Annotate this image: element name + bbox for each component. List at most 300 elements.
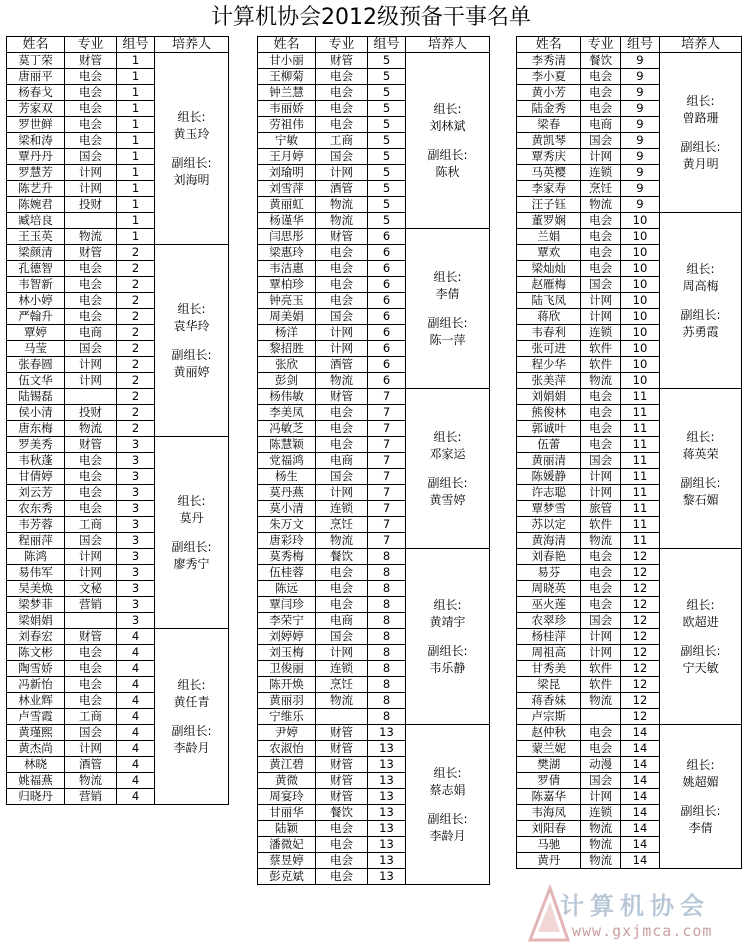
member-group: 4 <box>117 709 155 725</box>
leader-name: 蒋英荣 <box>682 446 719 461</box>
member-group: 12 <box>620 661 659 677</box>
member-major: 软件 <box>581 341 620 357</box>
member-group: 10 <box>620 277 659 293</box>
member-name: 严翰升 <box>7 309 65 325</box>
member-name: 陈开焕 <box>258 677 316 693</box>
member-major: 物流 <box>581 821 620 837</box>
member-name: 陈艺升 <box>7 181 65 197</box>
member-name: 梁和涛 <box>7 133 65 149</box>
member-major: 电会 <box>316 437 368 453</box>
member-group: 2 <box>117 405 155 421</box>
member-name: 臧培良 <box>7 213 65 229</box>
member-major <box>65 389 117 405</box>
vice-leader-label: 副组长: <box>680 307 721 322</box>
member-major: 计网 <box>316 341 368 357</box>
member-name: 陈远 <box>258 581 316 597</box>
member-group: 8 <box>368 629 406 645</box>
member-group: 6 <box>368 277 406 293</box>
member-name: 王玉英 <box>7 229 65 245</box>
member-group: 4 <box>117 677 155 693</box>
member-name: 梁灿灿 <box>517 261 581 277</box>
member-group: 13 <box>368 725 406 741</box>
member-group: 6 <box>368 325 406 341</box>
leader-name: 黄靖宇 <box>429 614 466 629</box>
member-name: 马莹 <box>7 341 65 357</box>
member-group: 5 <box>368 133 406 149</box>
leader-label: 组长: <box>177 493 206 508</box>
mentor-cell <box>406 725 490 885</box>
member-name: 梁梦菲 <box>7 597 65 613</box>
member-major: 工商 <box>65 709 117 725</box>
member-major: 计网 <box>581 629 620 645</box>
member-group: 9 <box>620 85 659 101</box>
member-group: 2 <box>117 389 155 405</box>
member-group: 3 <box>117 597 155 613</box>
table-row <box>517 549 742 565</box>
member-major: 电会 <box>581 421 620 437</box>
member-group: 4 <box>117 645 155 661</box>
roster-block-2 <box>257 36 490 885</box>
member-major: 工商 <box>65 517 117 533</box>
member-name: 杨伟敏 <box>258 389 316 405</box>
mentor-cell <box>660 213 742 389</box>
member-group: 3 <box>117 613 155 629</box>
member-group: 4 <box>117 725 155 741</box>
member-group: 13 <box>368 853 406 869</box>
member-major: 电会 <box>65 661 117 677</box>
mentor-cell <box>406 549 490 725</box>
member-name: 蒋欣 <box>517 309 581 325</box>
table-row <box>258 725 490 741</box>
member-name: 黄丽虹 <box>258 197 316 213</box>
leader-name: 周高梅 <box>682 278 719 293</box>
member-major: 软件 <box>581 517 620 533</box>
member-name: 党福鸿 <box>258 453 316 469</box>
member-name: 苏以定 <box>517 517 581 533</box>
member-major: 物流 <box>65 421 117 437</box>
member-major: 财管 <box>316 229 368 245</box>
member-group: 6 <box>368 245 406 261</box>
member-group: 14 <box>620 789 659 805</box>
member-group: 5 <box>368 101 406 117</box>
watermark-title: 计算机协会 <box>560 891 710 920</box>
member-name: 潘微妃 <box>258 837 316 853</box>
member-name: 熊俊林 <box>517 405 581 421</box>
member-major <box>65 213 117 229</box>
member-major: 电会 <box>316 853 368 869</box>
member-major: 物流 <box>65 229 117 245</box>
member-name: 张春圆 <box>7 357 65 373</box>
member-group: 2 <box>117 357 155 373</box>
member-major: 财管 <box>316 789 368 805</box>
member-name: 林业辉 <box>7 693 65 709</box>
member-major: 电会 <box>316 869 368 885</box>
vice-leader-label: 副组长: <box>171 155 212 170</box>
member-group: 10 <box>620 293 659 309</box>
spacer <box>406 631 489 643</box>
spacer <box>660 631 741 643</box>
column-header-name: 姓名 <box>258 37 316 53</box>
member-name: 陆飞凤 <box>517 293 581 309</box>
vice-leader-label: 副组长: <box>171 539 212 554</box>
member-major: 计网 <box>581 293 620 309</box>
member-group: 2 <box>117 261 155 277</box>
member-name: 蒙兰妮 <box>517 741 581 757</box>
member-major: 财管 <box>316 53 368 69</box>
member-major: 国会 <box>65 341 117 357</box>
member-name: 罗世鲜 <box>7 117 65 133</box>
member-major: 连锁 <box>581 325 620 341</box>
leader-label: 组长: <box>177 301 206 316</box>
member-name: 刘玉梅 <box>258 645 316 661</box>
mentor-cell <box>155 245 229 437</box>
member-group: 3 <box>117 453 155 469</box>
column-header-mentor: 培养人 <box>406 37 490 53</box>
table-row <box>258 389 490 405</box>
member-major: 电会 <box>581 437 620 453</box>
vice-leader-name: 黎石媚 <box>682 492 719 507</box>
member-group: 1 <box>117 85 155 101</box>
member-group: 1 <box>117 229 155 245</box>
member-group: 1 <box>117 197 155 213</box>
member-major: 国会 <box>581 133 620 149</box>
member-group: 1 <box>117 213 155 229</box>
member-name: 莫小清 <box>258 501 316 517</box>
mentor-cell <box>406 389 490 549</box>
member-name: 甘丽华 <box>258 805 316 821</box>
member-group: 6 <box>368 357 406 373</box>
member-group: 7 <box>368 533 406 549</box>
member-group: 11 <box>620 533 659 549</box>
member-name: 梁春 <box>517 117 581 133</box>
member-major: 电会 <box>316 245 368 261</box>
member-group: 11 <box>620 469 659 485</box>
member-name: 刘婷婷 <box>258 629 316 645</box>
member-group: 13 <box>368 821 406 837</box>
vice-leader-name: 苏勇霞 <box>682 324 719 339</box>
member-major: 电会 <box>65 309 117 325</box>
member-group: 1 <box>117 133 155 149</box>
member-major: 国会 <box>65 533 117 549</box>
member-name: 韦秋蓬 <box>7 453 65 469</box>
member-group: 14 <box>620 821 659 837</box>
vice-leader-label: 副组长: <box>680 139 721 154</box>
member-group: 8 <box>368 581 406 597</box>
member-group: 12 <box>620 597 659 613</box>
member-name: 吴美焕 <box>7 581 65 597</box>
member-name: 刘云芳 <box>7 485 65 501</box>
member-name: 程丽萍 <box>7 533 65 549</box>
roster-block-3 <box>516 36 742 869</box>
member-name: 闫思彤 <box>258 229 316 245</box>
member-name: 黄海清 <box>517 533 581 549</box>
leader-name: 李倩 <box>435 286 460 301</box>
member-major: 工商 <box>316 133 368 149</box>
member-major: 计网 <box>65 181 117 197</box>
member-group: 11 <box>620 517 659 533</box>
header-row <box>517 37 742 53</box>
member-group: 9 <box>620 53 659 69</box>
member-major: 电会 <box>316 405 368 421</box>
column-header-group: 组号 <box>620 37 659 53</box>
member-major: 电会 <box>65 277 117 293</box>
member-major: 投财 <box>65 197 117 213</box>
member-major: 电会 <box>581 549 620 565</box>
member-group: 10 <box>620 373 659 389</box>
member-major: 物流 <box>65 773 117 789</box>
roster-table <box>6 36 229 805</box>
member-major: 财管 <box>316 757 368 773</box>
member-name: 卢雪霞 <box>7 709 65 725</box>
member-name: 唐彩玲 <box>258 533 316 549</box>
member-major: 电会 <box>581 725 620 741</box>
member-major: 餐饮 <box>316 805 368 821</box>
member-name: 张美萍 <box>517 373 581 389</box>
watermark-url: www.gxjmca.com <box>572 922 713 940</box>
member-major: 电会 <box>316 69 368 85</box>
member-group: 11 <box>620 437 659 453</box>
member-name: 黄杰尚 <box>7 741 65 757</box>
vice-leader-name: 宁天敏 <box>682 660 719 675</box>
member-major: 电会 <box>65 677 117 693</box>
member-name: 周晓英 <box>517 581 581 597</box>
member-major: 电会 <box>65 693 117 709</box>
member-major: 物流 <box>316 533 368 549</box>
member-major: 电会 <box>316 421 368 437</box>
column-header-name: 姓名 <box>7 37 65 53</box>
member-major: 投财 <box>65 405 117 421</box>
member-major: 财管 <box>316 773 368 789</box>
member-major: 电会 <box>316 117 368 133</box>
member-major: 国会 <box>65 149 117 165</box>
header-row <box>258 37 490 53</box>
member-group: 2 <box>117 277 155 293</box>
member-major: 物流 <box>316 213 368 229</box>
member-name: 张欣 <box>258 357 316 373</box>
member-major: 烹饪 <box>316 677 368 693</box>
leader-name: 黄玉玲 <box>173 126 210 141</box>
member-major: 文秘 <box>65 581 117 597</box>
member-major: 电会 <box>581 213 620 229</box>
member-major: 物流 <box>316 693 368 709</box>
member-group: 2 <box>117 309 155 325</box>
member-name: 梁颜清 <box>7 245 65 261</box>
member-name: 黄丽清 <box>517 453 581 469</box>
member-major: 计网 <box>65 357 117 373</box>
member-major: 电会 <box>65 501 117 517</box>
member-name: 杨洋 <box>258 325 316 341</box>
member-major: 烹饪 <box>316 517 368 533</box>
member-group: 3 <box>117 565 155 581</box>
member-major: 电会 <box>316 101 368 117</box>
member-name: 黄小芳 <box>517 85 581 101</box>
member-major: 电会 <box>65 453 117 469</box>
member-group: 9 <box>620 133 659 149</box>
member-group: 4 <box>117 789 155 805</box>
member-major: 电会 <box>65 469 117 485</box>
member-major: 烹饪 <box>581 181 620 197</box>
member-group: 9 <box>620 165 659 181</box>
member-name: 韦芳蓉 <box>7 517 65 533</box>
member-major: 国会 <box>581 277 620 293</box>
member-name: 归晓丹 <box>7 789 65 805</box>
leader-name: 姚超媚 <box>682 774 719 789</box>
member-major: 软件 <box>581 677 620 693</box>
member-group: 13 <box>368 789 406 805</box>
member-name: 林晓 <box>7 757 65 773</box>
leader-label: 组长: <box>686 93 715 108</box>
member-group: 1 <box>117 69 155 85</box>
member-group: 8 <box>368 645 406 661</box>
member-group: 8 <box>368 677 406 693</box>
member-major: 国会 <box>581 773 620 789</box>
member-name: 张可进 <box>517 341 581 357</box>
column-header-name: 姓名 <box>517 37 581 53</box>
member-group: 8 <box>368 597 406 613</box>
member-major: 电会 <box>65 101 117 117</box>
member-name: 罗美秀 <box>7 437 65 453</box>
member-group: 13 <box>368 757 406 773</box>
member-group: 5 <box>368 85 406 101</box>
member-major: 计网 <box>65 741 117 757</box>
member-major: 计网 <box>65 373 117 389</box>
vice-leader-label: 副组长: <box>427 811 468 826</box>
member-name: 覃欢 <box>517 245 581 261</box>
member-major: 计网 <box>316 485 368 501</box>
member-group: 8 <box>368 613 406 629</box>
member-group: 3 <box>117 485 155 501</box>
member-group: 3 <box>117 581 155 597</box>
member-group: 2 <box>117 293 155 309</box>
member-group: 7 <box>368 485 406 501</box>
vice-leader-name: 李龄月 <box>173 740 210 755</box>
member-major: 物流 <box>581 837 620 853</box>
spacer <box>155 711 228 723</box>
member-group: 3 <box>117 469 155 485</box>
leader-name: 莫丹 <box>179 510 204 525</box>
member-name: 兰娟 <box>517 229 581 245</box>
vice-leader-name: 刘海明 <box>173 172 210 187</box>
member-major: 电会 <box>65 69 117 85</box>
member-major: 财管 <box>316 389 368 405</box>
leader-label: 组长: <box>177 109 206 124</box>
member-major: 动漫 <box>581 757 620 773</box>
member-name: 梁昆 <box>517 677 581 693</box>
mentor-cell <box>406 53 490 229</box>
member-group: 8 <box>368 693 406 709</box>
member-major: 旅管 <box>581 501 620 517</box>
member-major: 酒管 <box>316 357 368 373</box>
vice-leader-label: 副组长: <box>680 475 721 490</box>
leader-name: 曾路珊 <box>682 110 719 125</box>
member-major: 国会 <box>316 629 368 645</box>
member-name: 刘娟娟 <box>517 389 581 405</box>
member-group: 11 <box>620 501 659 517</box>
member-group: 6 <box>368 373 406 389</box>
member-major: 餐饮 <box>581 53 620 69</box>
member-name: 罗倩 <box>517 773 581 789</box>
member-major: 财管 <box>65 245 117 261</box>
member-name: 农淑怡 <box>258 741 316 757</box>
member-name: 黄江碧 <box>258 757 316 773</box>
member-major: 营销 <box>65 789 117 805</box>
member-group: 4 <box>117 629 155 645</box>
member-major: 物流 <box>316 197 368 213</box>
vice-leader-label: 副组长: <box>171 723 212 738</box>
member-name: 侯小清 <box>7 405 65 421</box>
member-major: 电会 <box>581 101 620 117</box>
member-group: 10 <box>620 213 659 229</box>
column-header-group: 组号 <box>368 37 406 53</box>
member-major: 连锁 <box>316 661 368 677</box>
vice-leader-label: 副组长: <box>680 803 721 818</box>
leader-label: 组长: <box>686 261 715 276</box>
member-name: 覃婷 <box>7 325 65 341</box>
member-name: 易芬 <box>517 565 581 581</box>
member-group: 10 <box>620 245 659 261</box>
member-group: 5 <box>368 165 406 181</box>
member-group: 14 <box>620 757 659 773</box>
member-name: 唐东梅 <box>7 421 65 437</box>
mentor-cell <box>660 389 742 549</box>
member-name: 蔡昱婷 <box>258 853 316 869</box>
vice-leader-label: 副组长: <box>171 347 212 362</box>
member-name: 黎招胜 <box>258 341 316 357</box>
member-major: 电会 <box>581 245 620 261</box>
vice-leader-label: 副组长: <box>427 315 468 330</box>
leader-label: 组长: <box>433 429 462 444</box>
column-header-major: 专业 <box>65 37 117 53</box>
member-name: 覃梦雪 <box>517 501 581 517</box>
member-group: 10 <box>620 357 659 373</box>
member-name: 甘秀美 <box>517 661 581 677</box>
member-major: 计网 <box>581 149 620 165</box>
member-name: 董罗娴 <box>517 213 581 229</box>
member-major: 物流 <box>581 693 620 709</box>
header-row <box>7 37 229 53</box>
member-major: 电会 <box>316 837 368 853</box>
member-name: 陈文彬 <box>7 645 65 661</box>
column-header-mentor: 培养人 <box>660 37 742 53</box>
member-group: 5 <box>368 197 406 213</box>
member-name: 宁维乐 <box>258 709 316 725</box>
table-row <box>7 437 229 453</box>
member-major <box>65 613 117 629</box>
member-major: 财管 <box>65 53 117 69</box>
table-row <box>258 53 490 69</box>
member-major: 电会 <box>316 85 368 101</box>
member-name: 劳祖伟 <box>258 117 316 133</box>
member-group: 5 <box>368 181 406 197</box>
member-name: 樊湖 <box>517 757 581 773</box>
member-name: 姚福燕 <box>7 773 65 789</box>
member-group: 9 <box>620 197 659 213</box>
member-major: 电会 <box>65 133 117 149</box>
page-title: 计算机协会2012级预备干事名单 <box>211 5 531 30</box>
table-row <box>517 213 742 229</box>
member-major: 计网 <box>316 165 368 181</box>
vice-leader-name: 黄丽婷 <box>173 364 210 379</box>
member-name: 罗慧芳 <box>7 165 65 181</box>
mentor-cell <box>660 53 742 213</box>
member-group: 4 <box>117 693 155 709</box>
member-name: 李秀清 <box>517 53 581 69</box>
leader-label: 组长: <box>433 269 462 284</box>
member-name: 李美凤 <box>258 405 316 421</box>
member-major: 连锁 <box>581 165 620 181</box>
member-group: 3 <box>117 501 155 517</box>
member-name: 农东秀 <box>7 501 65 517</box>
